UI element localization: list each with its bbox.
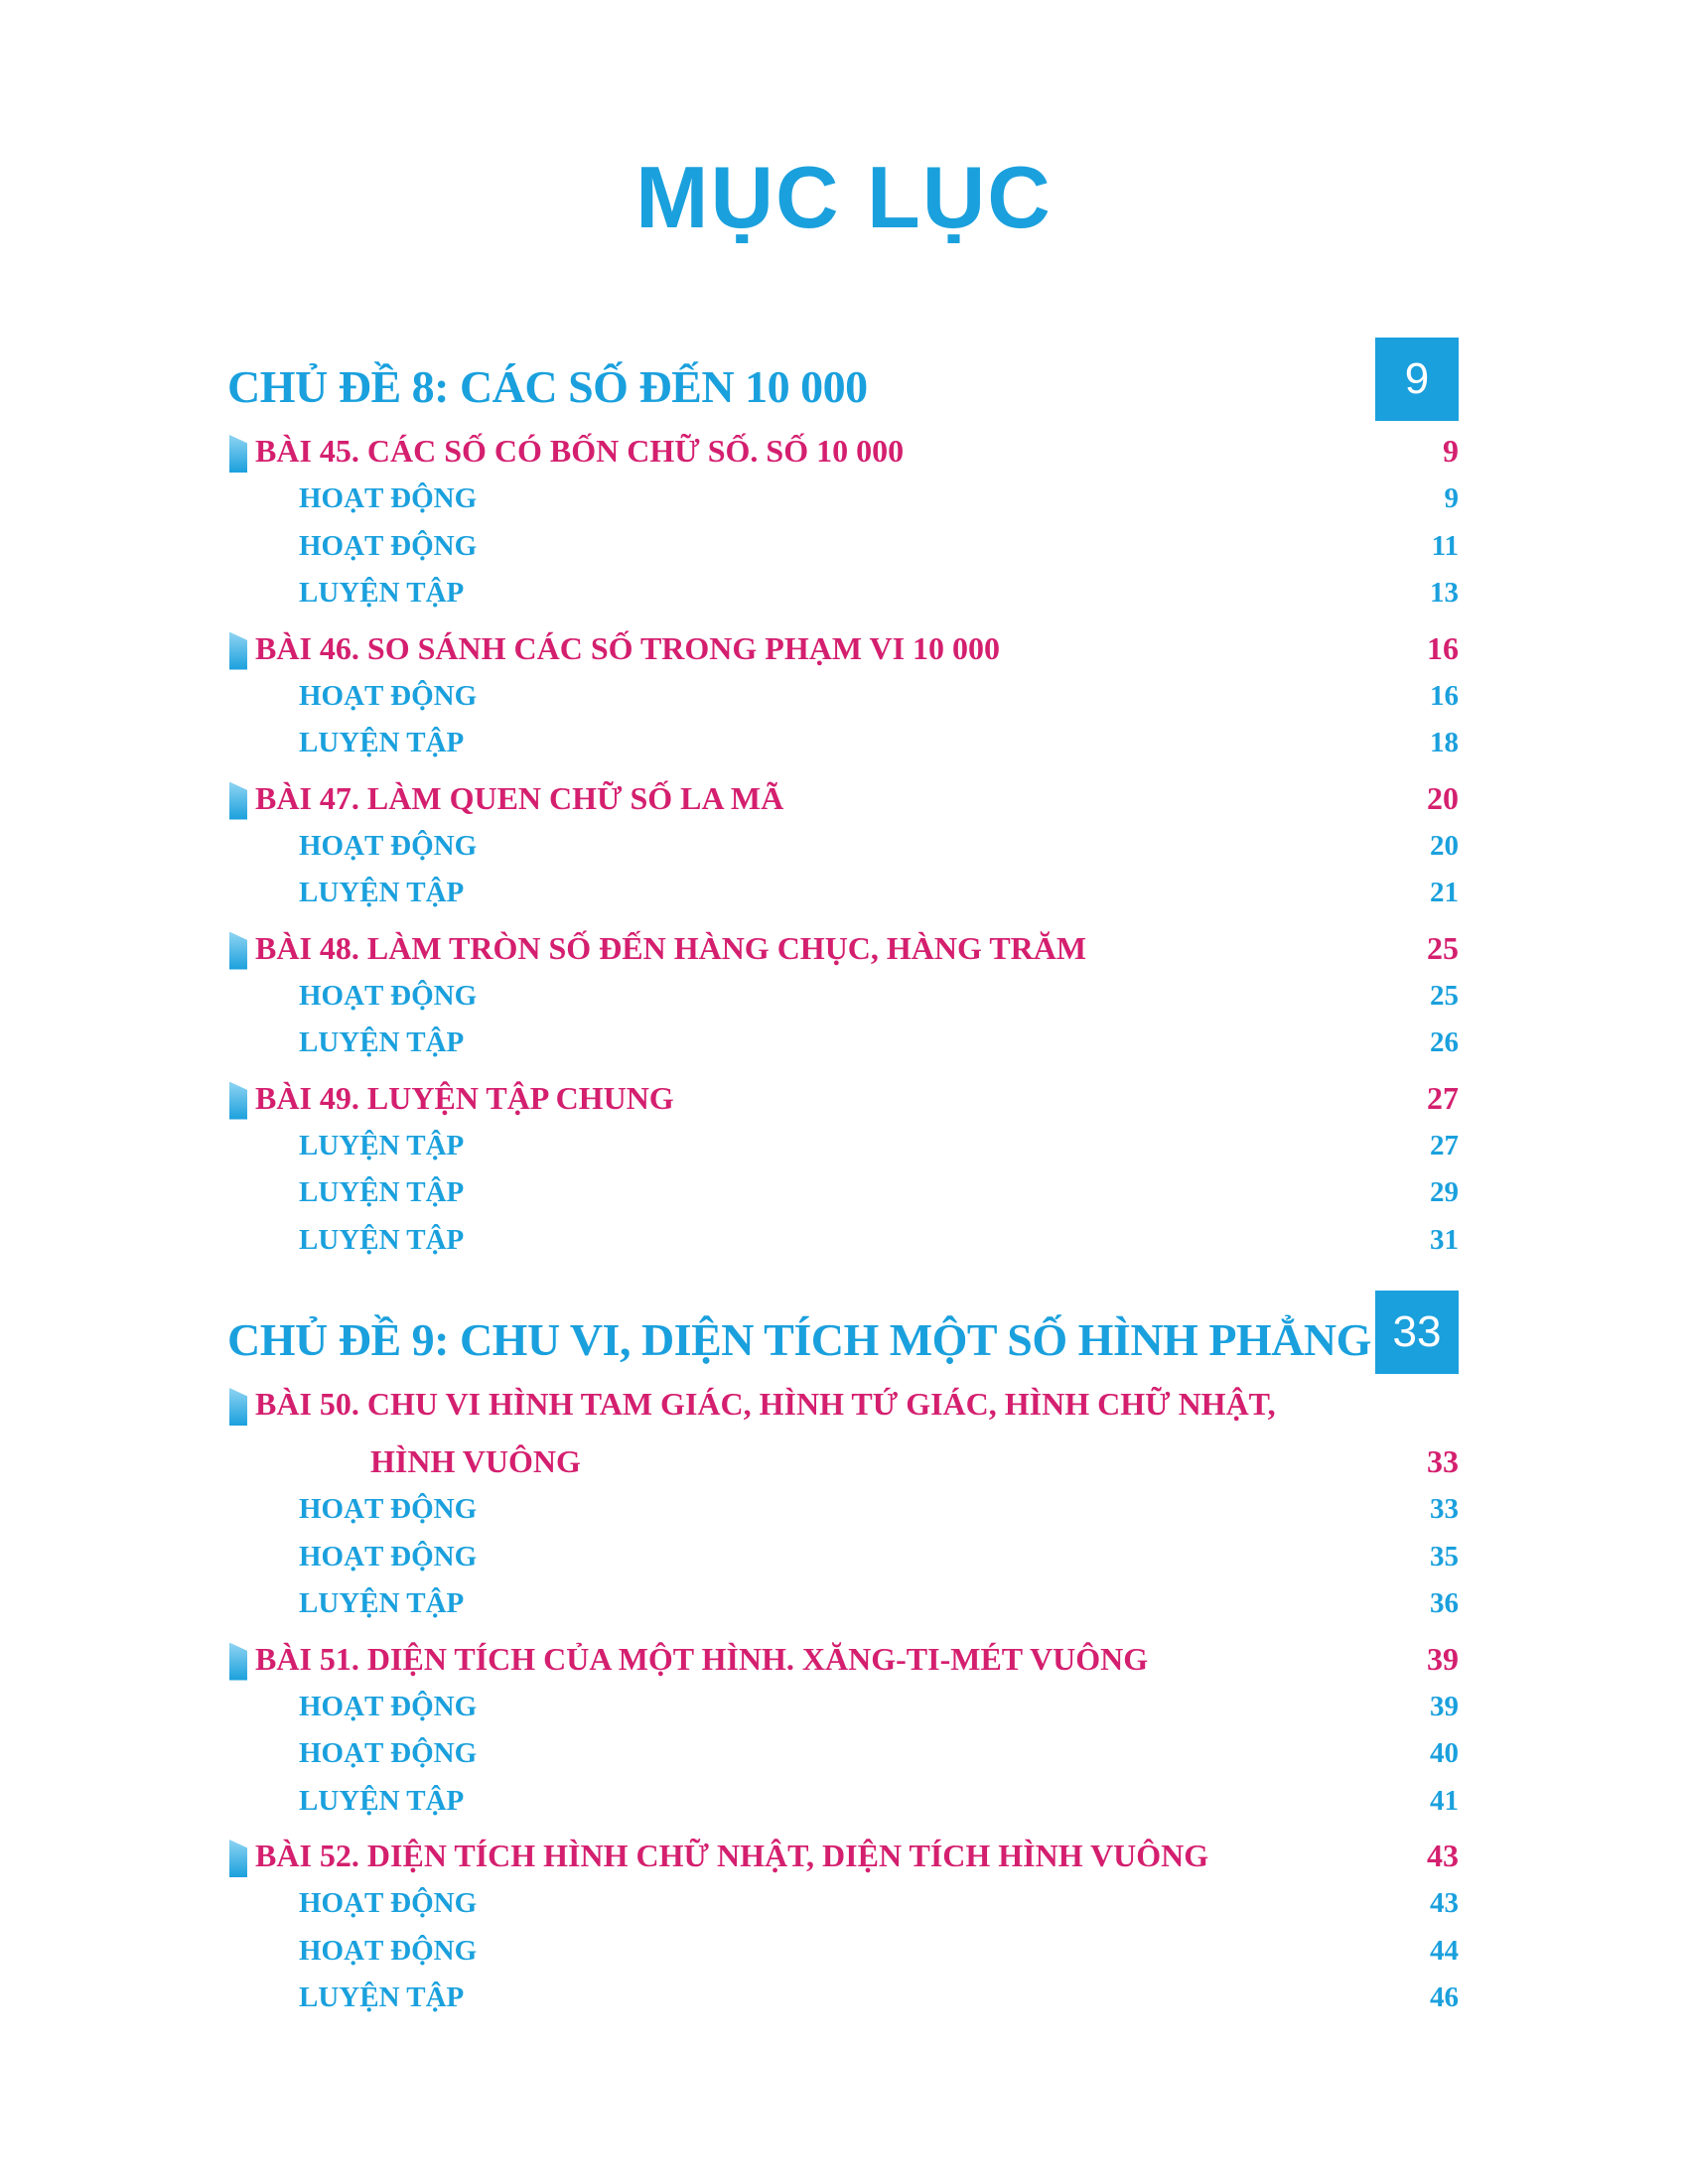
activity-label[interactable]: HOẠT ĐỘNG xyxy=(299,1690,478,1722)
lesson-50 xyxy=(227,1382,1459,1629)
activity-label[interactable]: LUYỆN TẬP xyxy=(299,1981,465,2013)
activity-label[interactable]: HOẠT ĐỘNG xyxy=(299,529,478,562)
bookmark-icon xyxy=(229,1082,247,1120)
activity-page: 13 xyxy=(1430,577,1459,609)
activity-label[interactable]: LUYỆN TẬP xyxy=(299,1223,465,1256)
topic-header xyxy=(227,1291,1459,1374)
activity-label[interactable]: LUYỆN TẬP xyxy=(299,1587,465,1619)
lesson-page: 16 xyxy=(1427,629,1459,666)
activity-row[interactable] xyxy=(227,524,1459,572)
activity-row[interactable] xyxy=(227,1021,1459,1068)
activity-page: 16 xyxy=(1430,679,1459,712)
lesson-title[interactable]: BÀI 47. LÀM QUEN CHỮ SỐ LA MÃ xyxy=(255,779,784,816)
lesson-title[interactable]: BÀI 49. LUYỆN TẬP CHUNG xyxy=(255,1079,674,1116)
activity-page: 36 xyxy=(1430,1587,1459,1619)
activity-page: 20 xyxy=(1430,829,1459,862)
activity-page: 31 xyxy=(1430,1223,1459,1256)
topic-page-badge[interactable]: 33 xyxy=(1375,1291,1459,1374)
activity-label[interactable]: LUYỆN TẬP xyxy=(299,877,465,908)
bookmark-icon xyxy=(229,632,247,670)
activity-row[interactable] xyxy=(227,571,1459,618)
lesson-row[interactable] xyxy=(227,429,1459,477)
lesson-48 xyxy=(227,926,1459,1068)
bookmark-icon xyxy=(229,1840,247,1877)
topic-8 xyxy=(227,338,1459,1265)
activity-row[interactable] xyxy=(227,1976,1459,2023)
topic-page-badge[interactable]: 9 xyxy=(1375,338,1459,421)
lesson-row[interactable] xyxy=(227,1076,1459,1124)
lesson-row[interactable] xyxy=(227,1637,1459,1685)
lesson-49 xyxy=(227,1076,1459,1266)
bookmark-icon xyxy=(229,782,247,820)
lesson-page: 43 xyxy=(1427,1838,1459,1873)
lesson-page: 33 xyxy=(1427,1443,1459,1479)
lesson-title[interactable]: BÀI 45. CÁC SỐ CÓ BỐN CHỮ SỐ. SỐ 10 000 xyxy=(255,433,905,469)
activity-label[interactable]: LUYỆN TẬP xyxy=(299,1026,465,1058)
activity-row[interactable] xyxy=(227,721,1459,768)
lesson-row[interactable] xyxy=(227,776,1459,824)
activity-page: 27 xyxy=(1430,1129,1459,1161)
bookmark-icon xyxy=(229,435,247,473)
activity-row[interactable] xyxy=(227,974,1459,1022)
activity-row[interactable] xyxy=(227,1881,1459,1929)
page-title: MỤC LỤC xyxy=(635,148,1053,246)
lesson-47 xyxy=(227,776,1459,918)
activity-page: 18 xyxy=(1430,727,1459,758)
lesson-row[interactable] xyxy=(227,626,1459,674)
bookmark-icon xyxy=(229,1388,247,1426)
lesson-45 xyxy=(227,429,1459,618)
activity-label[interactable]: HOẠT ĐỘNG xyxy=(299,1493,478,1525)
lesson-row-continued[interactable] xyxy=(227,1439,1459,1487)
activity-page: 11 xyxy=(1431,529,1459,562)
topic-header xyxy=(227,338,1459,421)
activity-label[interactable]: HOẠT ĐỘNG xyxy=(299,482,478,514)
activity-page: 25 xyxy=(1430,979,1459,1012)
lesson-title[interactable]: BÀI 50. CHU VI HÌNH TAM GIÁC, HÌNH TỨ GIÁC, HÌNH CHỮ NHẬT, xyxy=(255,1386,1276,1422)
activity-row[interactable] xyxy=(227,1487,1459,1535)
lesson-page: 25 xyxy=(1427,929,1459,966)
activity-page: 9 xyxy=(1444,482,1459,514)
activity-row[interactable] xyxy=(227,824,1459,872)
activity-label[interactable]: HOẠT ĐỘNG xyxy=(299,979,478,1012)
activity-label[interactable]: HOẠT ĐỘNG xyxy=(299,1737,478,1769)
activity-page: 43 xyxy=(1430,1887,1459,1919)
activity-page: 39 xyxy=(1430,1690,1459,1722)
activity-page: 35 xyxy=(1430,1540,1459,1572)
activity-row[interactable] xyxy=(227,1170,1459,1218)
activity-row[interactable] xyxy=(227,1218,1459,1266)
activity-label[interactable]: HOẠT ĐỘNG xyxy=(299,829,478,862)
topic-title[interactable]: CHỦ ĐỀ 8: CÁC SỐ ĐẾN 10 000 xyxy=(227,361,868,412)
activity-page: 46 xyxy=(1430,1981,1459,2013)
activity-page: 40 xyxy=(1430,1737,1459,1769)
activity-page: 29 xyxy=(1430,1176,1459,1208)
activity-label[interactable]: HOẠT ĐỘNG xyxy=(299,679,478,712)
lesson-page: 27 xyxy=(1427,1079,1459,1116)
lesson-row[interactable] xyxy=(227,1834,1459,1881)
activity-page: 21 xyxy=(1430,877,1459,908)
lesson-title[interactable]: BÀI 46. SO SÁNH CÁC SỐ TRONG PHẠM VI 10 000 xyxy=(255,629,1001,666)
lesson-title-continued[interactable]: HÌNH VUÔNG xyxy=(370,1443,581,1479)
activity-page: 44 xyxy=(1430,1934,1459,1967)
activity-row[interactable] xyxy=(227,1929,1459,1977)
activity-label[interactable]: LUYỆN TẬP xyxy=(299,577,465,609)
activity-page: 26 xyxy=(1430,1026,1459,1058)
topic-title[interactable]: CHỦ ĐỀ 9: CHU VI, DIỆN TÍCH MỘT SỐ HÌNH PHẲNG xyxy=(227,1314,1371,1365)
activity-label[interactable]: LUYỆN TẬP xyxy=(299,1176,465,1208)
bookmark-icon xyxy=(229,932,247,970)
lesson-page: 9 xyxy=(1443,433,1459,469)
activity-page: 41 xyxy=(1430,1784,1459,1817)
activity-row[interactable] xyxy=(227,1779,1459,1827)
lesson-page: 20 xyxy=(1427,779,1459,816)
lesson-51 xyxy=(227,1637,1459,1827)
lesson-row[interactable] xyxy=(227,926,1459,974)
lesson-46 xyxy=(227,626,1459,768)
lesson-52 xyxy=(227,1834,1459,2023)
lesson-title[interactable]: BÀI 52. DIỆN TÍCH HÌNH CHỮ NHẬT, DIỆN TÍCH HÌNH VUÔNG xyxy=(255,1838,1209,1873)
activity-label[interactable]: LUYỆN TẬP xyxy=(299,1784,465,1817)
activity-row[interactable] xyxy=(227,674,1459,722)
activity-row[interactable] xyxy=(227,1581,1459,1629)
lesson-page: 39 xyxy=(1427,1640,1459,1677)
lesson-title[interactable]: BÀI 51. DIỆN TÍCH CỦA MỘT HÌNH. XĂNG-TI-MÉT VUÔNG xyxy=(255,1640,1149,1677)
bookmark-icon xyxy=(229,1643,247,1681)
activity-row[interactable] xyxy=(227,871,1459,918)
activity-label[interactable]: HOẠT ĐỘNG xyxy=(299,1540,478,1572)
activity-row[interactable] xyxy=(227,1124,1459,1171)
lesson-row[interactable] xyxy=(227,1382,1459,1439)
activity-label[interactable]: LUYỆN TẬP xyxy=(299,727,465,758)
activity-page: 33 xyxy=(1430,1493,1459,1525)
activity-label[interactable]: HOẠT ĐỘNG xyxy=(299,1887,478,1919)
activity-row[interactable] xyxy=(227,1731,1459,1779)
activity-row[interactable] xyxy=(227,477,1459,524)
topic-9 xyxy=(227,1291,1459,2023)
activity-row[interactable] xyxy=(227,1685,1459,1732)
activity-row[interactable] xyxy=(227,1535,1459,1582)
lesson-title[interactable]: BÀI 48. LÀM TRÒN SỐ ĐẾN HÀNG CHỤC, HÀNG TRĂM xyxy=(255,929,1087,966)
activity-label[interactable]: LUYỆN TẬP xyxy=(299,1129,465,1161)
activity-label[interactable]: HOẠT ĐỘNG xyxy=(299,1934,478,1967)
